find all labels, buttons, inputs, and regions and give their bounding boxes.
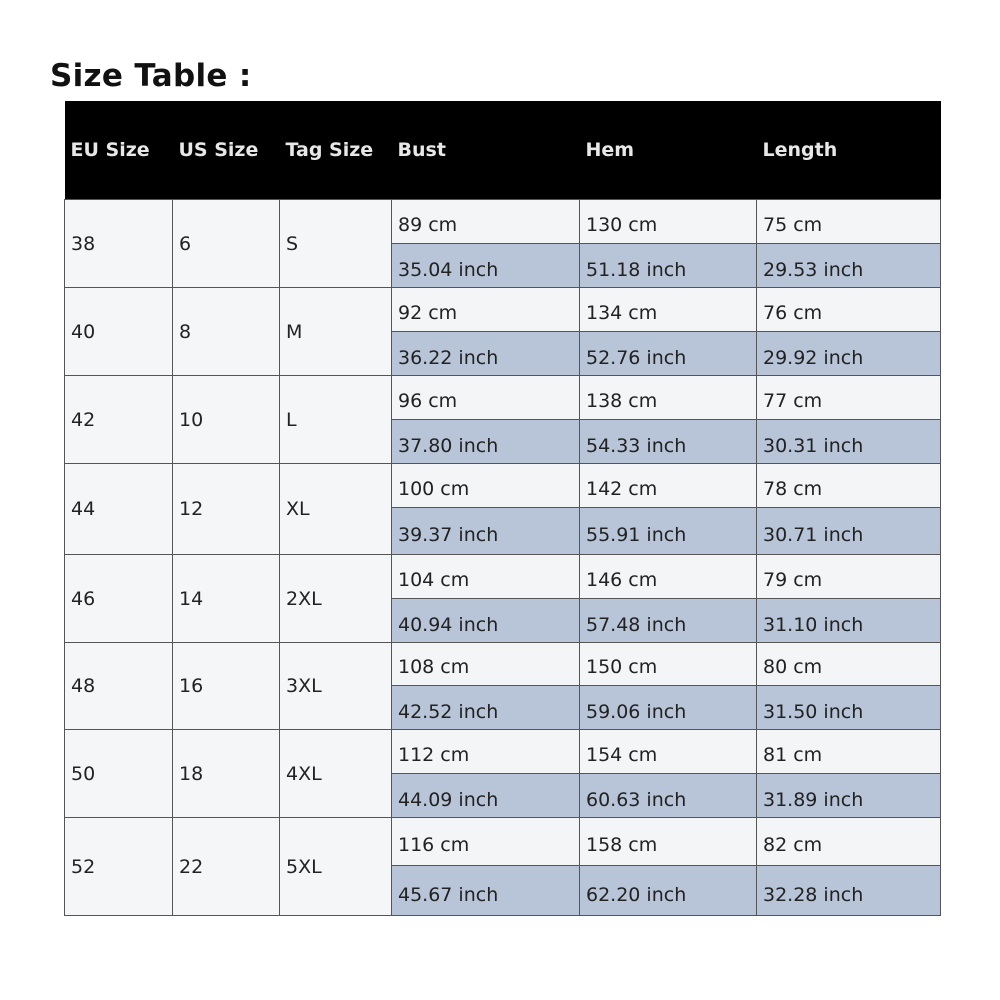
column-header-tag-size: Tag Size <box>280 101 392 200</box>
us-size-cell: 22 <box>173 818 280 916</box>
bust-cm-cell: 116 cm <box>392 818 580 866</box>
us-size-cell: 12 <box>173 464 280 555</box>
hem-cm-cell: 138 cm <box>580 376 757 420</box>
us-size-cell: 6 <box>173 200 280 288</box>
eu-size-cell: 38 <box>65 200 173 288</box>
table-row-cm <box>65 288 941 332</box>
bust-inch-cell: 39.37 inch <box>392 508 580 555</box>
tag-size-cell: 2XL <box>280 555 392 643</box>
bust-cm-cell: 96 cm <box>392 376 580 420</box>
bust-cm-cell: 104 cm <box>392 555 580 599</box>
length-cm-cell: 82 cm <box>757 818 941 866</box>
hem-inch-cell: 60.63 inch <box>580 774 757 818</box>
length-cm-cell: 78 cm <box>757 464 941 508</box>
us-size-cell: 16 <box>173 643 280 730</box>
eu-size-cell: 42 <box>65 376 173 464</box>
bust-inch-cell: 45.67 inch <box>392 866 580 916</box>
bust-inch-cell: 40.94 inch <box>392 599 580 643</box>
tag-size-cell: 4XL <box>280 730 392 818</box>
column-header-hem: Hem <box>580 101 757 200</box>
hem-cm-cell: 154 cm <box>580 730 757 774</box>
size-table-body <box>65 200 941 916</box>
tag-size-cell: 5XL <box>280 818 392 916</box>
table-row-cm <box>65 730 941 774</box>
bust-inch-cell: 36.22 inch <box>392 332 580 376</box>
bust-cm-cell: 89 cm <box>392 200 580 244</box>
tag-size-cell: XL <box>280 464 392 555</box>
length-inch-cell: 29.53 inch <box>757 244 941 288</box>
table-row-cm <box>65 200 941 244</box>
eu-size-cell: 48 <box>65 643 173 730</box>
length-inch-cell: 29.92 inch <box>757 332 941 376</box>
us-size-cell: 18 <box>173 730 280 818</box>
hem-inch-cell: 51.18 inch <box>580 244 757 288</box>
column-header-eu-size: EU Size <box>65 101 173 200</box>
eu-size-cell: 46 <box>65 555 173 643</box>
eu-size-cell: 44 <box>65 464 173 555</box>
bust-cm-cell: 108 cm <box>392 643 580 686</box>
length-inch-cell: 31.10 inch <box>757 599 941 643</box>
length-inch-cell: 31.50 inch <box>757 686 941 730</box>
hem-inch-cell: 57.48 inch <box>580 599 757 643</box>
hem-cm-cell: 146 cm <box>580 555 757 599</box>
tag-size-cell: 3XL <box>280 643 392 730</box>
hem-cm-cell: 130 cm <box>580 200 757 244</box>
column-header-us-size: US Size <box>173 101 280 200</box>
bust-inch-cell: 35.04 inch <box>392 244 580 288</box>
bust-inch-cell: 44.09 inch <box>392 774 580 818</box>
length-cm-cell: 76 cm <box>757 288 941 332</box>
bust-inch-cell: 42.52 inch <box>392 686 580 730</box>
us-size-cell: 14 <box>173 555 280 643</box>
table-row-cm <box>65 555 941 599</box>
column-header-length: Length <box>757 101 941 200</box>
hem-inch-cell: 59.06 inch <box>580 686 757 730</box>
us-size-cell: 10 <box>173 376 280 464</box>
hem-inch-cell: 62.20 inch <box>580 866 757 916</box>
bust-inch-cell: 37.80 inch <box>392 420 580 464</box>
length-cm-cell: 77 cm <box>757 376 941 420</box>
bust-cm-cell: 112 cm <box>392 730 580 774</box>
tag-size-cell: L <box>280 376 392 464</box>
table-row-cm <box>65 818 941 866</box>
hem-cm-cell: 134 cm <box>580 288 757 332</box>
length-inch-cell: 30.71 inch <box>757 508 941 555</box>
us-size-cell: 8 <box>173 288 280 376</box>
hem-inch-cell: 52.76 inch <box>580 332 757 376</box>
length-inch-cell: 32.28 inch <box>757 866 941 916</box>
eu-size-cell: 52 <box>65 818 173 916</box>
tag-size-cell: S <box>280 200 392 288</box>
hem-inch-cell: 54.33 inch <box>580 420 757 464</box>
length-cm-cell: 81 cm <box>757 730 941 774</box>
hem-cm-cell: 150 cm <box>580 643 757 686</box>
hem-inch-cell: 55.91 inch <box>580 508 757 555</box>
length-cm-cell: 79 cm <box>757 555 941 599</box>
table-row-cm <box>65 643 941 686</box>
table-header-row <box>65 101 941 200</box>
eu-size-cell: 40 <box>65 288 173 376</box>
page-title: Size Table : <box>50 58 252 94</box>
bust-cm-cell: 92 cm <box>392 288 580 332</box>
table-row-cm <box>65 464 941 508</box>
length-cm-cell: 75 cm <box>757 200 941 244</box>
table-row-cm <box>65 376 941 420</box>
length-inch-cell: 30.31 inch <box>757 420 941 464</box>
tag-size-cell: M <box>280 288 392 376</box>
length-inch-cell: 31.89 inch <box>757 774 941 818</box>
length-cm-cell: 80 cm <box>757 643 941 686</box>
bust-cm-cell: 100 cm <box>392 464 580 508</box>
hem-cm-cell: 142 cm <box>580 464 757 508</box>
hem-cm-cell: 158 cm <box>580 818 757 866</box>
column-header-bust: Bust <box>392 101 580 200</box>
eu-size-cell: 50 <box>65 730 173 818</box>
size-table <box>64 101 941 916</box>
